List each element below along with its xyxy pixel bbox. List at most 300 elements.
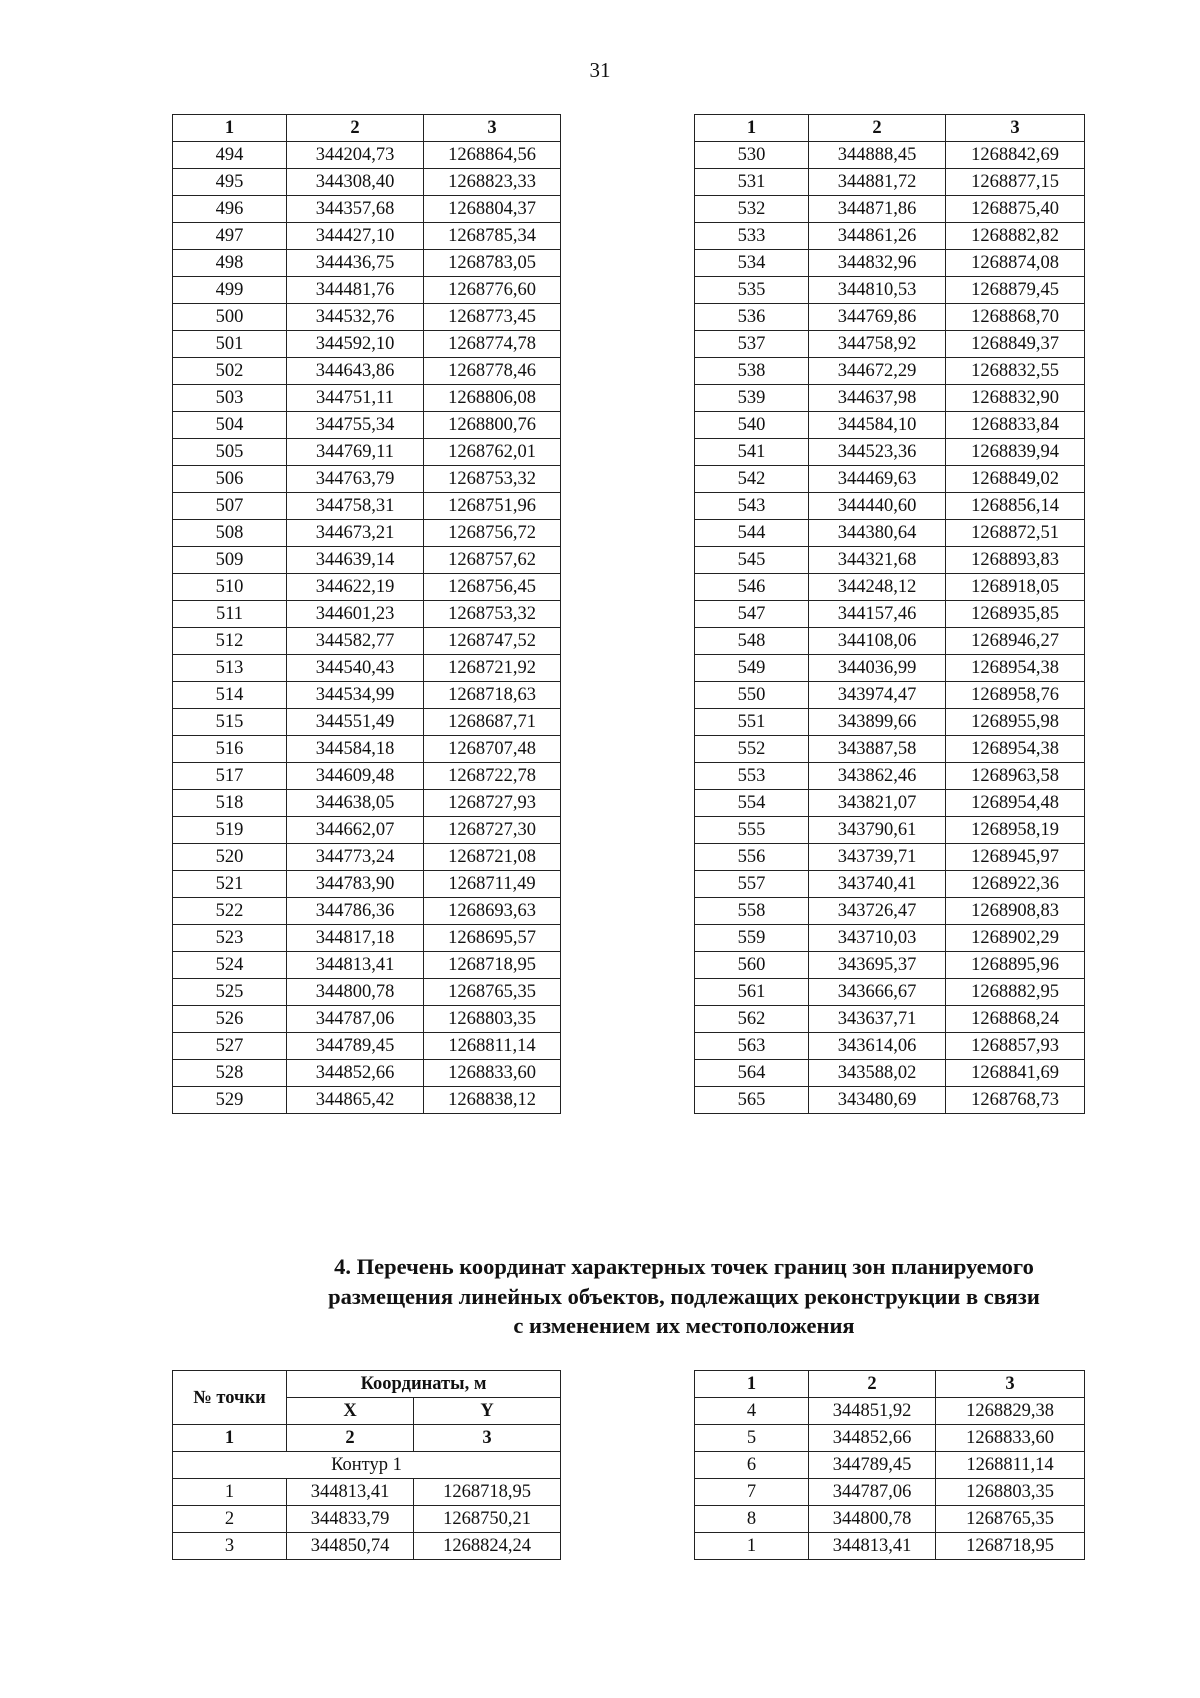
point-number-cell: 564 bbox=[695, 1060, 809, 1087]
y-coordinate-cell: 1268747,52 bbox=[424, 628, 561, 655]
point-number-cell: 561 bbox=[695, 979, 809, 1006]
table-row bbox=[173, 223, 561, 250]
x-coordinate-cell: 344469,63 bbox=[809, 466, 946, 493]
y-coordinate-cell: 1268829,38 bbox=[936, 1398, 1085, 1425]
table-row bbox=[695, 304, 1085, 331]
y-coordinate-cell: 1268756,72 bbox=[424, 520, 561, 547]
table-row bbox=[695, 277, 1085, 304]
x-coordinate-cell: 344758,31 bbox=[287, 493, 424, 520]
table-row bbox=[695, 493, 1085, 520]
x-coordinate-cell: 344308,40 bbox=[287, 169, 424, 196]
point-number-cell: 539 bbox=[695, 385, 809, 412]
x-coordinate-cell: 344357,68 bbox=[287, 196, 424, 223]
x-coordinate-cell: 344582,77 bbox=[287, 628, 424, 655]
table-row bbox=[173, 979, 561, 1006]
x-coordinate-cell: 343480,69 bbox=[809, 1087, 946, 1114]
point-number-cell: 544 bbox=[695, 520, 809, 547]
table-row bbox=[695, 871, 1085, 898]
x-coordinate-cell: 343710,03 bbox=[809, 925, 946, 952]
y-coordinate-cell: 1268954,38 bbox=[946, 655, 1085, 682]
point-number-cell: 517 bbox=[173, 763, 287, 790]
x-coordinate-cell: 344672,29 bbox=[809, 358, 946, 385]
x-coordinate-cell: 343666,67 bbox=[809, 979, 946, 1006]
point-number-cell: 531 bbox=[695, 169, 809, 196]
point-number-cell: 554 bbox=[695, 790, 809, 817]
point-number-cell: 496 bbox=[173, 196, 287, 223]
y-coordinate-cell: 1268800,76 bbox=[424, 412, 561, 439]
x-coordinate-cell: 344639,14 bbox=[287, 547, 424, 574]
point-number-cell: 524 bbox=[173, 952, 287, 979]
point-number-cell: 549 bbox=[695, 655, 809, 682]
x-coordinate-cell: 343695,37 bbox=[809, 952, 946, 979]
point-number-cell: 516 bbox=[173, 736, 287, 763]
x-coordinate-cell: 344523,36 bbox=[809, 439, 946, 466]
y-coordinate-cell: 1268868,70 bbox=[946, 304, 1085, 331]
point-number-cell: 553 bbox=[695, 763, 809, 790]
y-coordinate-cell: 1268718,63 bbox=[424, 682, 561, 709]
point-number-cell: 518 bbox=[173, 790, 287, 817]
y-coordinate-cell: 1268824,24 bbox=[414, 1533, 561, 1560]
x-coordinate-cell: 344817,18 bbox=[287, 925, 424, 952]
x-coordinate-cell: 343899,66 bbox=[809, 709, 946, 736]
table-row bbox=[695, 169, 1085, 196]
point-number-cell: 541 bbox=[695, 439, 809, 466]
y-coordinate-cell: 1268833,60 bbox=[936, 1425, 1085, 1452]
x-coordinate-cell: 344540,43 bbox=[287, 655, 424, 682]
point-number-cell: 563 bbox=[695, 1033, 809, 1060]
y-coordinate-cell: 1268908,83 bbox=[946, 898, 1085, 925]
x-coordinate-cell: 344673,21 bbox=[287, 520, 424, 547]
table-row bbox=[173, 1087, 561, 1114]
point-number-cell: 7 bbox=[695, 1479, 809, 1506]
point-number-cell: 510 bbox=[173, 574, 287, 601]
y-coordinate-cell: 1268718,95 bbox=[424, 952, 561, 979]
table-row bbox=[695, 331, 1085, 358]
point-number-cell: 526 bbox=[173, 1006, 287, 1033]
y-coordinate-cell: 1268756,45 bbox=[424, 574, 561, 601]
y-coordinate-cell: 1268849,02 bbox=[946, 466, 1085, 493]
point-number-cell: 521 bbox=[173, 871, 287, 898]
table-row bbox=[695, 736, 1085, 763]
table-row bbox=[173, 493, 561, 520]
point-number-cell: 523 bbox=[173, 925, 287, 952]
x-coordinate-cell: 344813,41 bbox=[287, 952, 424, 979]
y-coordinate-cell: 1268963,58 bbox=[946, 763, 1085, 790]
y-coordinate-cell: 1268765,35 bbox=[936, 1506, 1085, 1533]
x-coordinate-cell: 344758,92 bbox=[809, 331, 946, 358]
y-coordinate-cell: 1268895,96 bbox=[946, 952, 1085, 979]
x-coordinate-cell: 344601,23 bbox=[287, 601, 424, 628]
y-coordinate-cell: 1268753,32 bbox=[424, 601, 561, 628]
x-coordinate-cell: 344427,10 bbox=[287, 223, 424, 250]
x-coordinate-cell: 344481,76 bbox=[287, 277, 424, 304]
table-row bbox=[695, 574, 1085, 601]
table-row bbox=[695, 682, 1085, 709]
x-coordinate-cell: 344662,07 bbox=[287, 817, 424, 844]
column-header: 1 bbox=[695, 115, 809, 142]
x-coordinate-cell: 344248,12 bbox=[809, 574, 946, 601]
point-number-cell: 548 bbox=[695, 628, 809, 655]
x-coordinate-cell: 344773,24 bbox=[287, 844, 424, 871]
column-header: 2 bbox=[809, 115, 946, 142]
table-row bbox=[695, 844, 1085, 871]
x-coordinate-cell: 344789,45 bbox=[287, 1033, 424, 1060]
point-number-cell: 495 bbox=[173, 169, 287, 196]
column-header: 3 bbox=[936, 1371, 1085, 1398]
table-row bbox=[173, 412, 561, 439]
point-number-cell: 555 bbox=[695, 817, 809, 844]
x-coordinate-cell: 343726,47 bbox=[809, 898, 946, 925]
y-coordinate-cell: 1268918,05 bbox=[946, 574, 1085, 601]
y-coordinate-cell: 1268751,96 bbox=[424, 493, 561, 520]
point-number-cell: 519 bbox=[173, 817, 287, 844]
y-coordinate-cell: 1268864,56 bbox=[424, 142, 561, 169]
y-coordinate-cell: 1268875,40 bbox=[946, 196, 1085, 223]
table-row bbox=[695, 412, 1085, 439]
table-row bbox=[695, 439, 1085, 466]
table-row bbox=[695, 250, 1085, 277]
y-coordinate-cell: 1268721,08 bbox=[424, 844, 561, 871]
point-number-cell: 504 bbox=[173, 412, 287, 439]
y-coordinate-cell: 1268882,82 bbox=[946, 223, 1085, 250]
x-coordinate-cell: 344861,26 bbox=[809, 223, 946, 250]
y-coordinate-cell: 1268832,90 bbox=[946, 385, 1085, 412]
point-number-cell: 545 bbox=[695, 547, 809, 574]
y-coordinate-cell: 1268695,57 bbox=[424, 925, 561, 952]
section-heading-line: размещения линейных объектов, подлежащих реконструкции в связи bbox=[328, 1283, 1040, 1309]
y-coordinate-cell: 1268874,08 bbox=[946, 250, 1085, 277]
x-coordinate-cell: 343740,41 bbox=[809, 871, 946, 898]
x-coordinate-cell: 343821,07 bbox=[809, 790, 946, 817]
x-coordinate-cell: 344638,05 bbox=[287, 790, 424, 817]
y-coordinate-cell: 1268803,35 bbox=[936, 1479, 1085, 1506]
table-header-row bbox=[173, 1371, 561, 1398]
table-row bbox=[695, 1506, 1085, 1533]
point-number-cell: 558 bbox=[695, 898, 809, 925]
point-number-cell: 552 bbox=[695, 736, 809, 763]
x-header: X bbox=[287, 1398, 414, 1425]
section-heading-line: 4. Перечень координат характерных точек границ зон планируемого bbox=[334, 1254, 1034, 1279]
point-number-cell: 507 bbox=[173, 493, 287, 520]
x-coordinate-cell: 344763,79 bbox=[287, 466, 424, 493]
point-number-cell: 501 bbox=[173, 331, 287, 358]
y-coordinate-cell: 1268718,95 bbox=[936, 1533, 1085, 1560]
table-row bbox=[173, 655, 561, 682]
point-number-cell: 502 bbox=[173, 358, 287, 385]
y-coordinate-cell: 1268833,84 bbox=[946, 412, 1085, 439]
point-number-cell: 514 bbox=[173, 682, 287, 709]
y-coordinate-cell: 1268958,19 bbox=[946, 817, 1085, 844]
table-row bbox=[173, 844, 561, 871]
x-coordinate-cell: 344637,98 bbox=[809, 385, 946, 412]
point-number-cell: 534 bbox=[695, 250, 809, 277]
point-number-cell: 4 bbox=[695, 1398, 809, 1425]
table-row bbox=[173, 763, 561, 790]
table-row bbox=[695, 655, 1085, 682]
y-coordinate-cell: 1268882,95 bbox=[946, 979, 1085, 1006]
point-number-cell: 513 bbox=[173, 655, 287, 682]
x-coordinate-cell: 343739,71 bbox=[809, 844, 946, 871]
y-coordinate-cell: 1268722,78 bbox=[424, 763, 561, 790]
table-row bbox=[695, 1398, 1085, 1425]
y-coordinate-cell: 1268785,34 bbox=[424, 223, 561, 250]
table-row bbox=[695, 817, 1085, 844]
table-row bbox=[173, 709, 561, 736]
y-coordinate-cell: 1268839,94 bbox=[946, 439, 1085, 466]
x-coordinate-cell: 344810,53 bbox=[809, 277, 946, 304]
table-row bbox=[695, 223, 1085, 250]
point-number-cell: 512 bbox=[173, 628, 287, 655]
table-row bbox=[173, 898, 561, 925]
point-number-cell: 537 bbox=[695, 331, 809, 358]
point-number-cell: 506 bbox=[173, 466, 287, 493]
table-row bbox=[695, 790, 1085, 817]
x-coordinate-cell: 344800,78 bbox=[809, 1506, 936, 1533]
x-coordinate-cell: 344800,78 bbox=[287, 979, 424, 1006]
point-number-cell: 535 bbox=[695, 277, 809, 304]
table-row bbox=[173, 790, 561, 817]
table-row bbox=[173, 547, 561, 574]
y-coordinate-cell: 1268687,71 bbox=[424, 709, 561, 736]
column-header: 3 bbox=[946, 115, 1085, 142]
y-coordinate-cell: 1268955,98 bbox=[946, 709, 1085, 736]
table-row bbox=[695, 196, 1085, 223]
y-coordinate-cell: 1268838,12 bbox=[424, 1087, 561, 1114]
x-coordinate-cell: 344850,74 bbox=[287, 1533, 414, 1560]
y-coordinate-cell: 1268842,69 bbox=[946, 142, 1085, 169]
point-number-cell: 565 bbox=[695, 1087, 809, 1114]
column-header: 1 bbox=[173, 115, 287, 142]
x-coordinate-cell: 344551,49 bbox=[287, 709, 424, 736]
x-coordinate-cell: 344789,45 bbox=[809, 1452, 936, 1479]
table-header-row bbox=[695, 1371, 1085, 1398]
table-row bbox=[695, 520, 1085, 547]
coordinates-table-left bbox=[172, 114, 561, 1114]
table-row bbox=[695, 709, 1085, 736]
x-coordinate-cell: 344643,86 bbox=[287, 358, 424, 385]
x-coordinate-cell: 344813,41 bbox=[287, 1479, 414, 1506]
table-row bbox=[173, 1533, 561, 1560]
table-row bbox=[173, 925, 561, 952]
table-row bbox=[695, 601, 1085, 628]
x-coordinate-cell: 344532,76 bbox=[287, 304, 424, 331]
y-coordinate-cell: 1268806,08 bbox=[424, 385, 561, 412]
x-coordinate-cell: 344751,11 bbox=[287, 385, 424, 412]
x-coordinate-cell: 344888,45 bbox=[809, 142, 946, 169]
table-row bbox=[695, 466, 1085, 493]
y-coordinate-cell: 1268833,60 bbox=[424, 1060, 561, 1087]
x-coordinate-cell: 343614,06 bbox=[809, 1033, 946, 1060]
table-row bbox=[695, 763, 1085, 790]
point-number-cell: 551 bbox=[695, 709, 809, 736]
x-coordinate-cell: 344832,96 bbox=[809, 250, 946, 277]
table-row bbox=[173, 169, 561, 196]
column-header: 2 bbox=[809, 1371, 936, 1398]
table-header-row bbox=[695, 115, 1085, 142]
zone-coordinates-table-right bbox=[694, 1370, 1085, 1560]
table-row bbox=[695, 979, 1085, 1006]
y-coordinate-cell: 1268868,24 bbox=[946, 1006, 1085, 1033]
x-coordinate-cell: 344321,68 bbox=[809, 547, 946, 574]
table-row bbox=[173, 520, 561, 547]
y-coordinate-cell: 1268954,38 bbox=[946, 736, 1085, 763]
y-coordinate-cell: 1268707,48 bbox=[424, 736, 561, 763]
y-coordinate-cell: 1268765,35 bbox=[424, 979, 561, 1006]
x-coordinate-cell: 344157,46 bbox=[809, 601, 946, 628]
x-coordinate-cell: 344584,18 bbox=[287, 736, 424, 763]
x-coordinate-cell: 344786,36 bbox=[287, 898, 424, 925]
point-number-cell: 542 bbox=[695, 466, 809, 493]
point-number-cell: 532 bbox=[695, 196, 809, 223]
y-coordinate-cell: 1268727,93 bbox=[424, 790, 561, 817]
point-number-cell: 1 bbox=[695, 1533, 809, 1560]
y-coordinate-cell: 1268727,30 bbox=[424, 817, 561, 844]
y-coordinate-cell: 1268721,92 bbox=[424, 655, 561, 682]
x-coordinate-cell: 344787,06 bbox=[809, 1479, 936, 1506]
table-row bbox=[173, 331, 561, 358]
point-number-cell: 538 bbox=[695, 358, 809, 385]
table-row bbox=[173, 439, 561, 466]
point-number-cell: 525 bbox=[173, 979, 287, 1006]
table-row bbox=[173, 385, 561, 412]
y-coordinate-cell: 1268776,60 bbox=[424, 277, 561, 304]
y-coordinate-cell: 1268922,36 bbox=[946, 871, 1085, 898]
x-coordinate-cell: 344769,86 bbox=[809, 304, 946, 331]
table-row bbox=[695, 1006, 1085, 1033]
x-coordinate-cell: 344436,75 bbox=[287, 250, 424, 277]
table-row bbox=[695, 1033, 1085, 1060]
table-row bbox=[173, 1479, 561, 1506]
y-coordinate-cell: 1268841,69 bbox=[946, 1060, 1085, 1087]
x-coordinate-cell: 344609,48 bbox=[287, 763, 424, 790]
table-row bbox=[173, 736, 561, 763]
x-coordinate-cell: 344833,79 bbox=[287, 1506, 414, 1533]
y-coordinate-cell: 1268856,14 bbox=[946, 493, 1085, 520]
x-coordinate-cell: 344881,72 bbox=[809, 169, 946, 196]
column-header: 1 bbox=[695, 1371, 809, 1398]
table-row bbox=[173, 250, 561, 277]
table-header-row bbox=[173, 1425, 561, 1452]
section-heading bbox=[172, 1252, 1084, 1341]
table-row bbox=[173, 628, 561, 655]
table-row bbox=[695, 358, 1085, 385]
contour-row bbox=[173, 1452, 561, 1479]
table-row bbox=[695, 1479, 1085, 1506]
table-row bbox=[173, 142, 561, 169]
section-heading-line: с изменением их местоположения bbox=[513, 1313, 855, 1338]
point-number-cell: 511 bbox=[173, 601, 287, 628]
point-number-cell: 546 bbox=[695, 574, 809, 601]
coordinates-table-right bbox=[694, 114, 1085, 1114]
x-coordinate-cell: 344851,92 bbox=[809, 1398, 936, 1425]
table-row bbox=[695, 142, 1085, 169]
y-coordinate-cell: 1268946,27 bbox=[946, 628, 1085, 655]
x-coordinate-cell: 344584,10 bbox=[809, 412, 946, 439]
table-row bbox=[695, 1533, 1085, 1560]
point-number-cell: 533 bbox=[695, 223, 809, 250]
table-row bbox=[173, 952, 561, 979]
x-coordinate-cell: 344813,41 bbox=[809, 1533, 936, 1560]
x-coordinate-cell: 344871,86 bbox=[809, 196, 946, 223]
table-row bbox=[695, 547, 1085, 574]
table-row bbox=[173, 466, 561, 493]
x-coordinate-cell: 344036,99 bbox=[809, 655, 946, 682]
x-coordinate-cell: 344787,06 bbox=[287, 1006, 424, 1033]
point-number-cell: 5 bbox=[695, 1425, 809, 1452]
point-number-cell: 515 bbox=[173, 709, 287, 736]
table-row bbox=[695, 1087, 1085, 1114]
y-coordinate-cell: 1268811,14 bbox=[936, 1452, 1085, 1479]
table-row bbox=[173, 574, 561, 601]
x-coordinate-cell: 344592,10 bbox=[287, 331, 424, 358]
y-coordinate-cell: 1268757,62 bbox=[424, 547, 561, 574]
point-number-cell: 498 bbox=[173, 250, 287, 277]
point-number-cell: 559 bbox=[695, 925, 809, 952]
y-coordinate-cell: 1268811,14 bbox=[424, 1033, 561, 1060]
y-coordinate-cell: 1268778,46 bbox=[424, 358, 561, 385]
table-row bbox=[173, 1060, 561, 1087]
y-coordinate-cell: 1268877,15 bbox=[946, 169, 1085, 196]
y-coordinate-cell: 1268849,37 bbox=[946, 331, 1085, 358]
table-row bbox=[695, 1425, 1085, 1452]
table-row bbox=[173, 358, 561, 385]
y-coordinate-cell: 1268768,73 bbox=[946, 1087, 1085, 1114]
y-coordinate-cell: 1268945,97 bbox=[946, 844, 1085, 871]
point-number-cell: 547 bbox=[695, 601, 809, 628]
y-coordinate-cell: 1268773,45 bbox=[424, 304, 561, 331]
table-row bbox=[173, 871, 561, 898]
y-coordinate-cell: 1268804,37 bbox=[424, 196, 561, 223]
point-number-cell: 503 bbox=[173, 385, 287, 412]
y-coordinate-cell: 1268774,78 bbox=[424, 331, 561, 358]
column-header: 2 bbox=[287, 115, 424, 142]
point-number-cell: 499 bbox=[173, 277, 287, 304]
point-number-cell: 508 bbox=[173, 520, 287, 547]
y-coordinate-cell: 1268750,21 bbox=[414, 1506, 561, 1533]
table-row bbox=[173, 196, 561, 223]
point-number-header: № точки bbox=[173, 1371, 287, 1425]
y-coordinate-cell: 1268935,85 bbox=[946, 601, 1085, 628]
point-number-cell: 505 bbox=[173, 439, 287, 466]
column-header: 1 bbox=[173, 1425, 287, 1452]
x-coordinate-cell: 344755,34 bbox=[287, 412, 424, 439]
point-number-cell: 550 bbox=[695, 682, 809, 709]
y-coordinate-cell: 1268857,93 bbox=[946, 1033, 1085, 1060]
x-coordinate-cell: 343887,58 bbox=[809, 736, 946, 763]
x-coordinate-cell: 344204,73 bbox=[287, 142, 424, 169]
point-number-cell: 527 bbox=[173, 1033, 287, 1060]
table-row bbox=[695, 898, 1085, 925]
column-header: 2 bbox=[287, 1425, 414, 1452]
x-coordinate-cell: 344769,11 bbox=[287, 439, 424, 466]
x-coordinate-cell: 344852,66 bbox=[809, 1425, 936, 1452]
y-header: Y bbox=[414, 1398, 561, 1425]
y-coordinate-cell: 1268803,35 bbox=[424, 1006, 561, 1033]
point-number-cell: 530 bbox=[695, 142, 809, 169]
point-number-cell: 536 bbox=[695, 304, 809, 331]
y-coordinate-cell: 1268872,51 bbox=[946, 520, 1085, 547]
table-row bbox=[173, 817, 561, 844]
table-row bbox=[173, 277, 561, 304]
point-number-cell: 500 bbox=[173, 304, 287, 331]
y-coordinate-cell: 1268902,29 bbox=[946, 925, 1085, 952]
table-row bbox=[695, 628, 1085, 655]
x-coordinate-cell: 344534,99 bbox=[287, 682, 424, 709]
zone-coordinates-table-left bbox=[172, 1370, 561, 1560]
x-coordinate-cell: 343637,71 bbox=[809, 1006, 946, 1033]
point-number-cell: 529 bbox=[173, 1087, 287, 1114]
y-coordinate-cell: 1268762,01 bbox=[424, 439, 561, 466]
